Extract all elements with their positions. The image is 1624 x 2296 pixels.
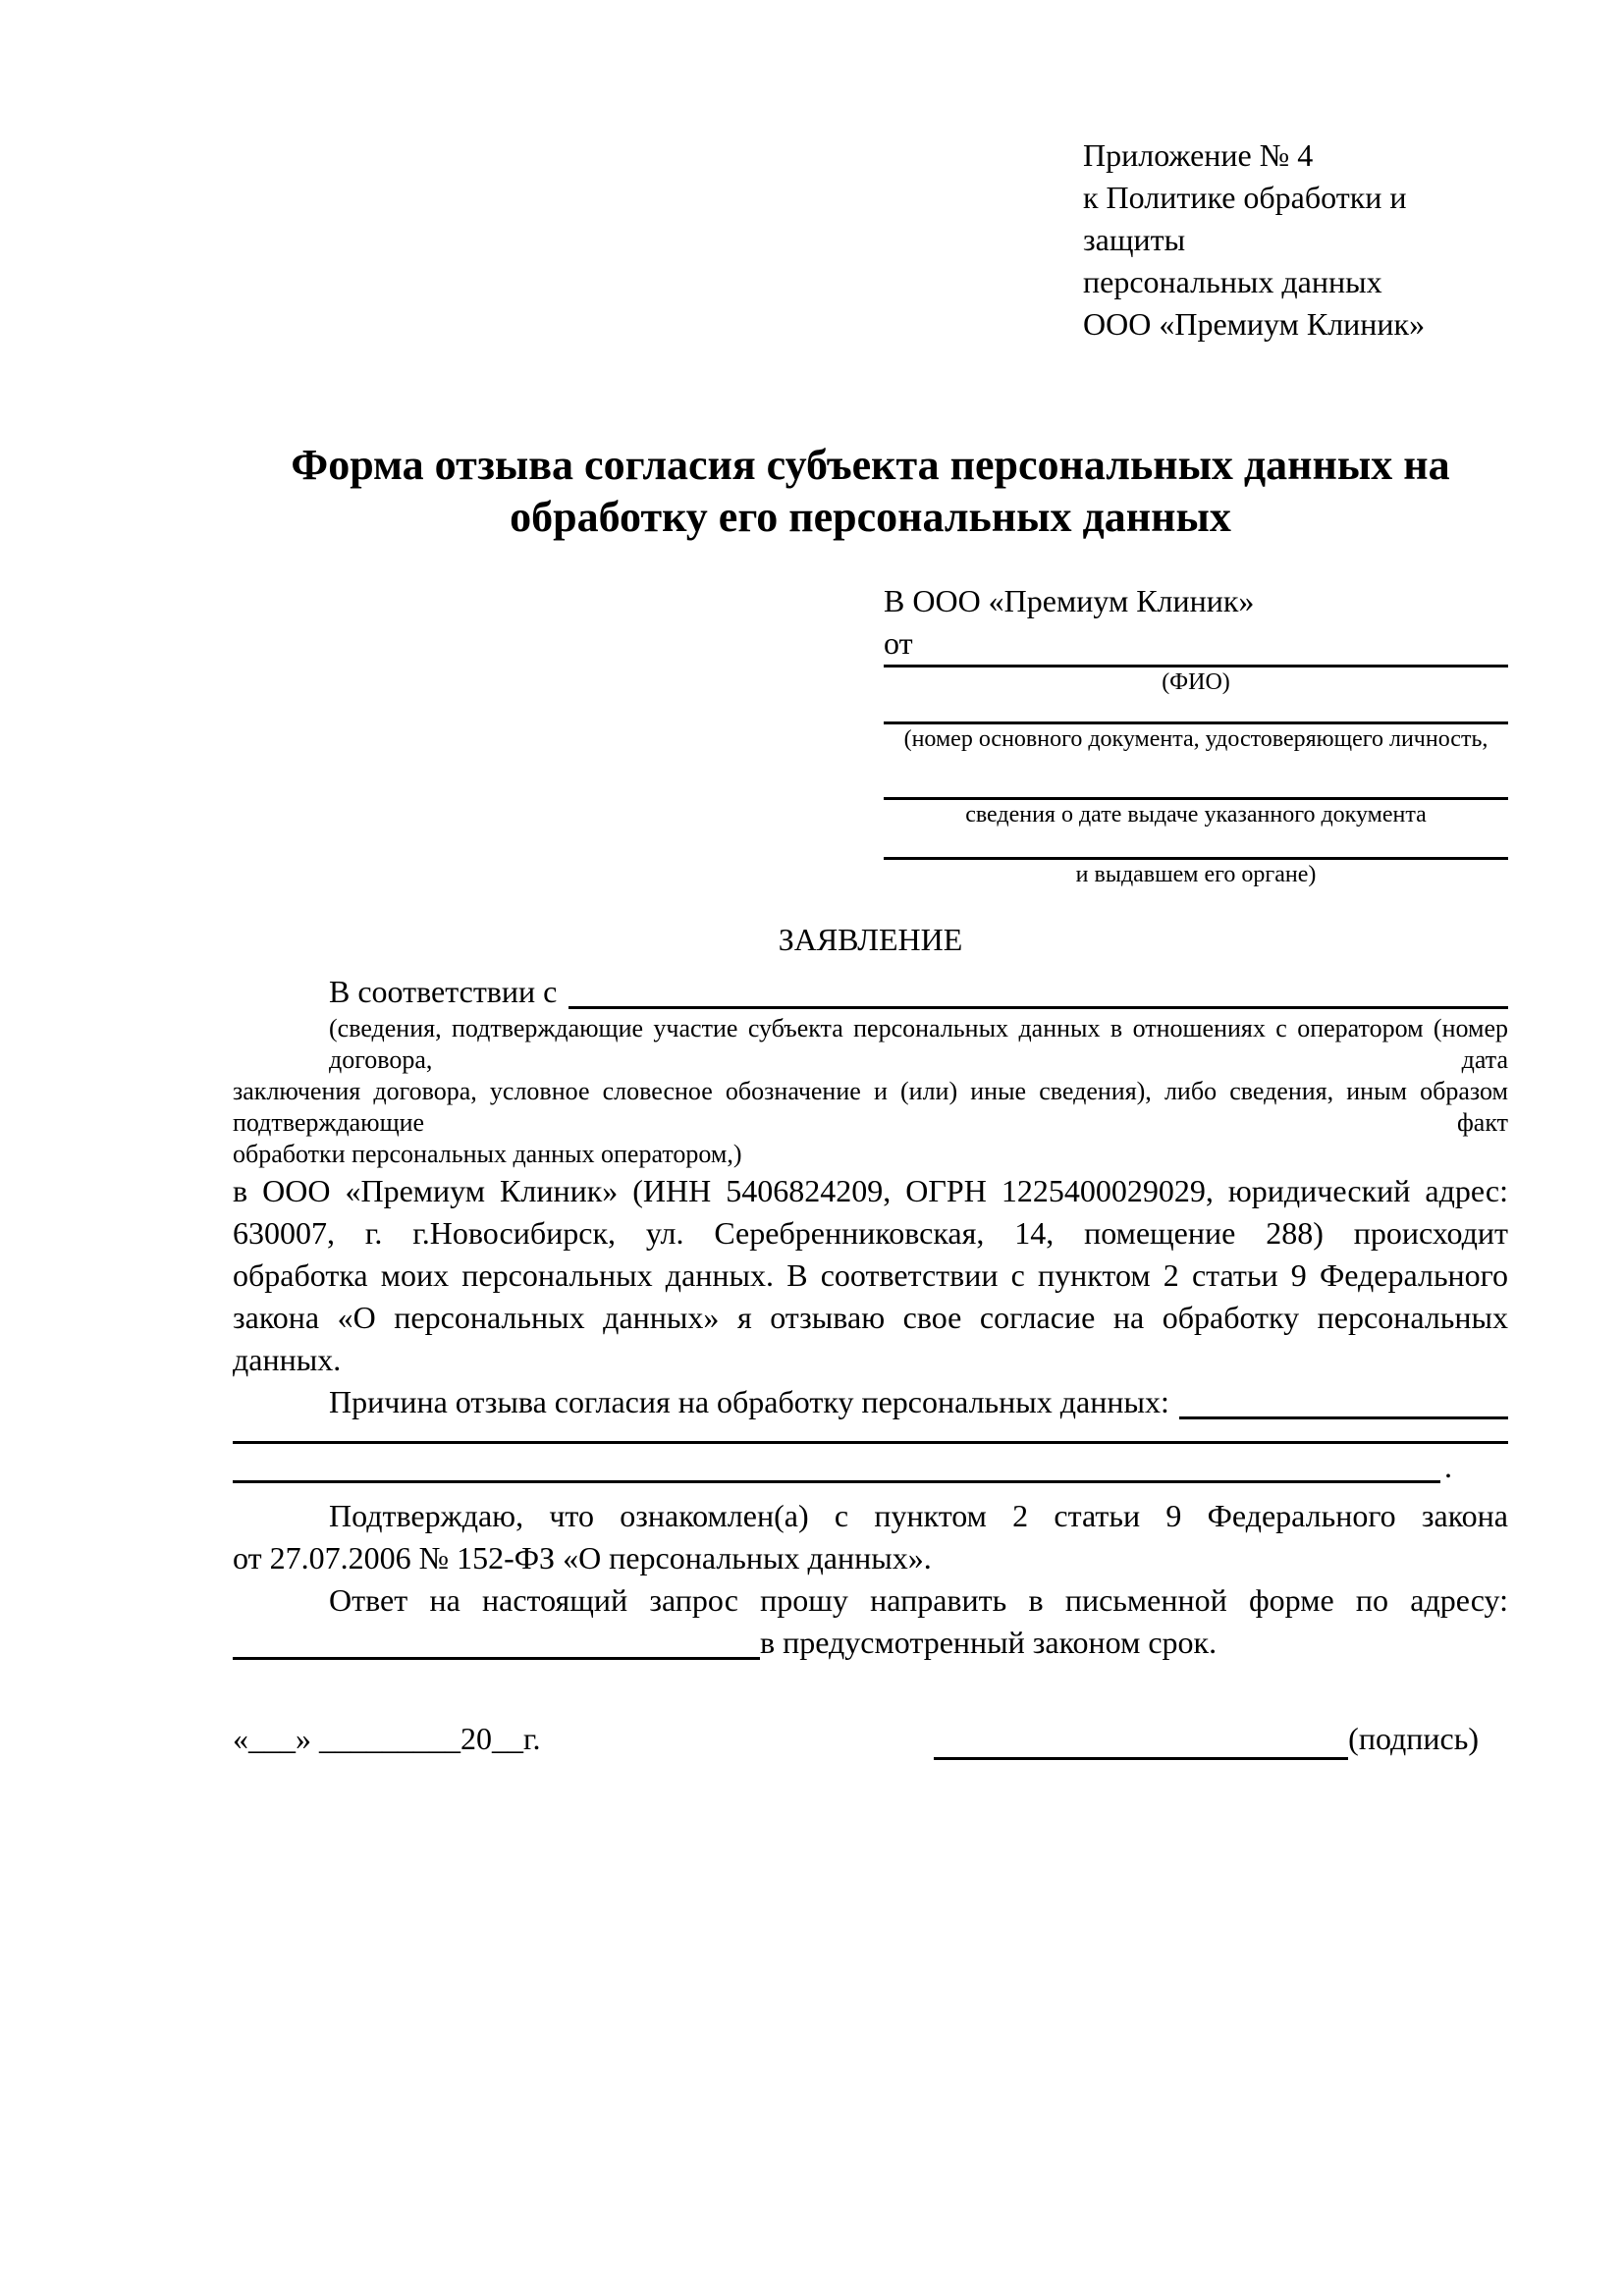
- appendix-line: к Политике обработки и защиты: [1083, 180, 1407, 257]
- note-line: обработки персональных данных оператором,): [233, 1140, 742, 1168]
- reason-write-line-3: [233, 1441, 1440, 1483]
- intro-row: [233, 971, 1508, 1013]
- document-content: [233, 0, 1508, 1760]
- appendix-line: Приложение № 4: [1083, 137, 1314, 173]
- spacer: [884, 754, 1508, 797]
- reply-request-line: Ответ на настоящий запрос прошу направить в письменной форме по адресу:: [329, 1582, 1508, 1618]
- statement-heading: ЗАЯВЛЕНИЕ: [778, 922, 963, 957]
- reason-label: Причина отзыва согласия на обработку персональных данных:: [329, 1384, 1169, 1419]
- signature-write-line: [934, 1722, 1348, 1760]
- addressee-block: [884, 580, 1508, 889]
- appendix-line: персональных данных: [1083, 264, 1382, 299]
- issuing-authority-caption: и выдавшем его органе): [1075, 862, 1317, 887]
- confirmation-paragraph: [233, 1495, 1508, 1579]
- date-placeholder: «___» _________20__г.: [233, 1721, 541, 1756]
- body-line: закона «О персональных данных» я отзываю свое согласие на обработку персональных: [233, 1300, 1508, 1335]
- reason-write-line-3-row: [233, 1444, 1508, 1483]
- document-title: Форма отзыва согласия субъекта персональных данных на обработку его персональных данных: [291, 441, 1450, 541]
- reason-write-line: [1179, 1381, 1508, 1419]
- body-line: обработка моих персональных данных. В соответствии с пунктом 2 статьи 9 Федерального: [233, 1257, 1508, 1293]
- body-line: данных.: [233, 1342, 342, 1377]
- reply-address-row: [233, 1622, 1508, 1664]
- issue-date-caption: сведения о дате выдаче указанного документа: [965, 802, 1427, 828]
- spacer: [884, 829, 1508, 857]
- body-line: в ООО «Премиум Клиник» (ИНН 5406824209, ОГРН 1225400029029, юридический адрес:: [233, 1173, 1508, 1208]
- line-terminator-period: .: [1444, 1449, 1452, 1484]
- body-line: 630007, г. г.Новосибирск, ул. Серебренниковская, 14, помещение 288) происходит: [233, 1215, 1508, 1251]
- basis-write-line: [568, 971, 1508, 1009]
- addressee-from-label: от: [884, 625, 913, 661]
- fio-caption: (ФИО): [1162, 669, 1230, 695]
- reason-row: [233, 1381, 1508, 1423]
- note-line: заключения договора, условное словесное обозначение и (или) иные сведения), либо сведения, иным образом подтверждающие факт: [233, 1077, 1508, 1137]
- note-line: (сведения, подтверждающие участие субъекта персональных данных в отношениях с оператором (номер договора, дата: [329, 1014, 1508, 1074]
- signature-group: [934, 1718, 1479, 1760]
- signature-caption: (подпись): [1348, 1721, 1479, 1756]
- reply-request-suffix: в предусмотренный законом срок.: [760, 1625, 1218, 1660]
- address-write-line: [233, 1622, 760, 1660]
- appendix-block: [1083, 134, 1508, 346]
- footer-row: [233, 1718, 1508, 1760]
- appendix-line: ООО «Премиум Клиник»: [1083, 306, 1426, 342]
- addressee-to: В ООО «Премиум Клиник»: [884, 583, 1255, 618]
- document-number-caption: (номер основного документа, удостоверяющего личность,: [903, 726, 1489, 752]
- confirmation-line: Подтверждаю, что ознакомлен(а) с пунктом 2 статьи 9 Федерального закона: [329, 1498, 1508, 1533]
- intro-prefix: В соответствии с: [329, 974, 558, 1009]
- confirmation-line: от 27.07.2006 № 152-ФЗ «О персональных данных».: [233, 1540, 932, 1575]
- spacer: [884, 697, 1508, 721]
